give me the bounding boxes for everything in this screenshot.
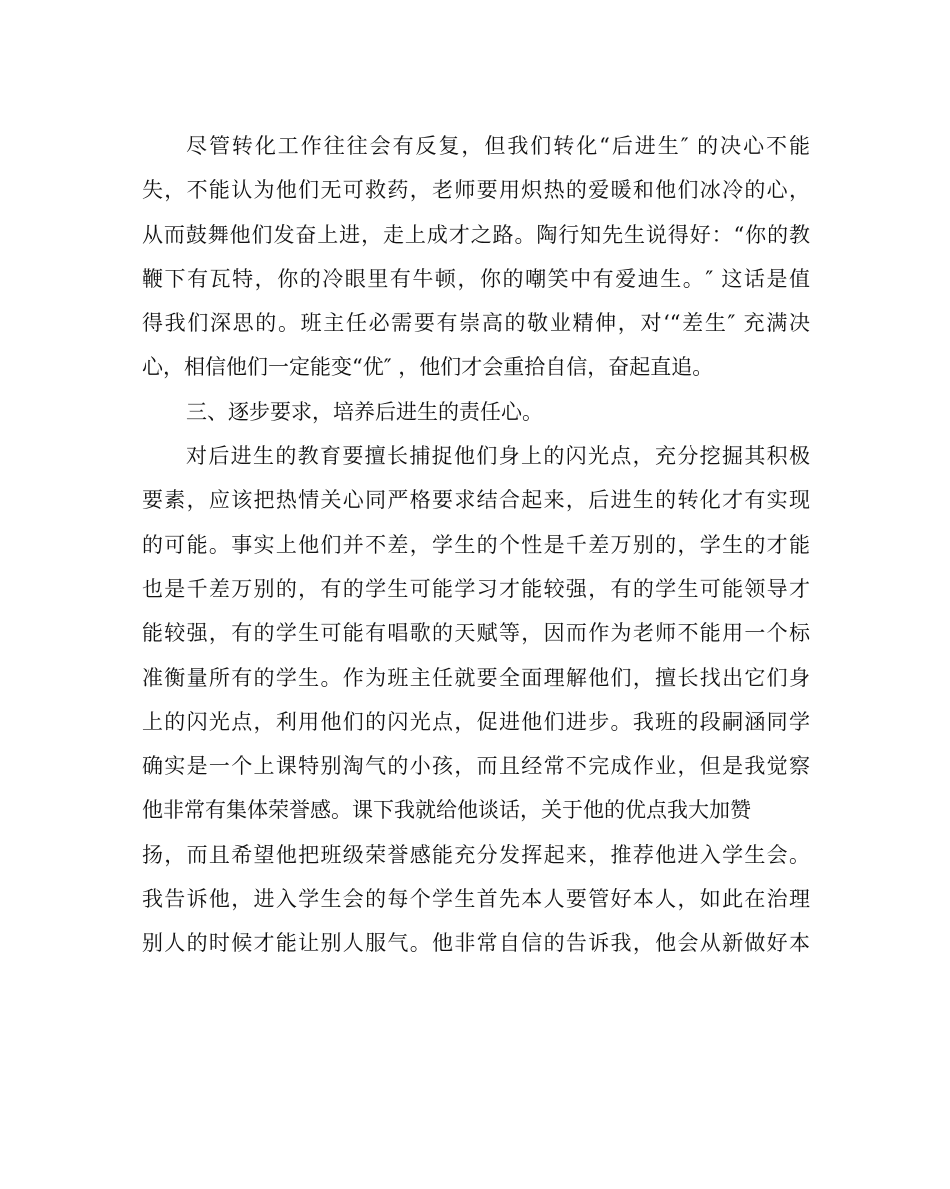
text-line: 对后进生的教育要擅长捕捉他们身上的闪光点，充分挖掘其积极 (186, 444, 810, 469)
text-line: 从而鼓舞他们发奋上进，走上成才之路。陶行知先生说得好：“你的教 (142, 222, 810, 247)
text-line: 别人的时候才能让别人服气。他非常自信的告诉我，他会从新做好本 (142, 931, 810, 956)
document-body (142, 124, 810, 966)
text-line: 要素，应该把热情关心同严格要求结合起来，后进生的转化才有实现 (142, 488, 810, 513)
section-heading-three (142, 390, 810, 434)
text-line: 上的闪光点，利用他们的闪光点，促进他们进步。我班的段嗣涵同学 (142, 709, 810, 734)
paragraph-conversion-resolve (142, 124, 810, 390)
text-line: 也是千差万别的，有的学生可能学习才能较强，有的学生可能领导才 (142, 576, 810, 601)
text-line: 扬，而且希望他把班级荣誉感能充分发挥起来，推荐他进入学生会。 (142, 842, 810, 867)
text-line: 三、逐步要求，培养后进生的责任心。 (186, 399, 543, 424)
text-line: 得我们深思的。班主任必需要有崇高的敬业精伸，对‘“差生″ 充满决 (142, 311, 810, 336)
text-line: 准衡量所有的学生。作为班主任就要全面理解他们，擅长找出它们身 (142, 665, 810, 690)
text-line: 失，不能认为他们无可救药，老师要用炽热的爱暖和他们冰冷的心， (142, 178, 810, 203)
text-line: 我告诉他，进入学生会的每个学生首先本人要管好本人，如此在治理 (142, 887, 810, 912)
text-line: 心，相信他们一定能变“优″ ，他们才会重拾自信，奋起直追。 (142, 355, 714, 380)
text-line: 他非常有集体荣誉感。课下我就给他谈话，关于他的优点我大加赞 (142, 798, 751, 823)
paragraph-shining-points (142, 434, 810, 966)
text-line: 鞭下有瓦特，你的冷眼里有牛顿，你的嘲笑中有爱迪生。″ 这话是值 (142, 266, 810, 291)
text-line: 确实是一个上课特别淘气的小孩，而且经常不完成作业，但是我觉察 (142, 754, 810, 779)
text-line: 的可能。事实上他们并不差，学生的个性是千差万别的，学生的才能 (142, 532, 810, 557)
text-line: 能较强，有的学生可能有唱歌的天赋等，因而作为老师不能用一个标 (142, 621, 810, 646)
text-line: 尽管转化工作往往会有反复，但我们转化“后进生″ 的决心不能 (186, 134, 810, 158)
